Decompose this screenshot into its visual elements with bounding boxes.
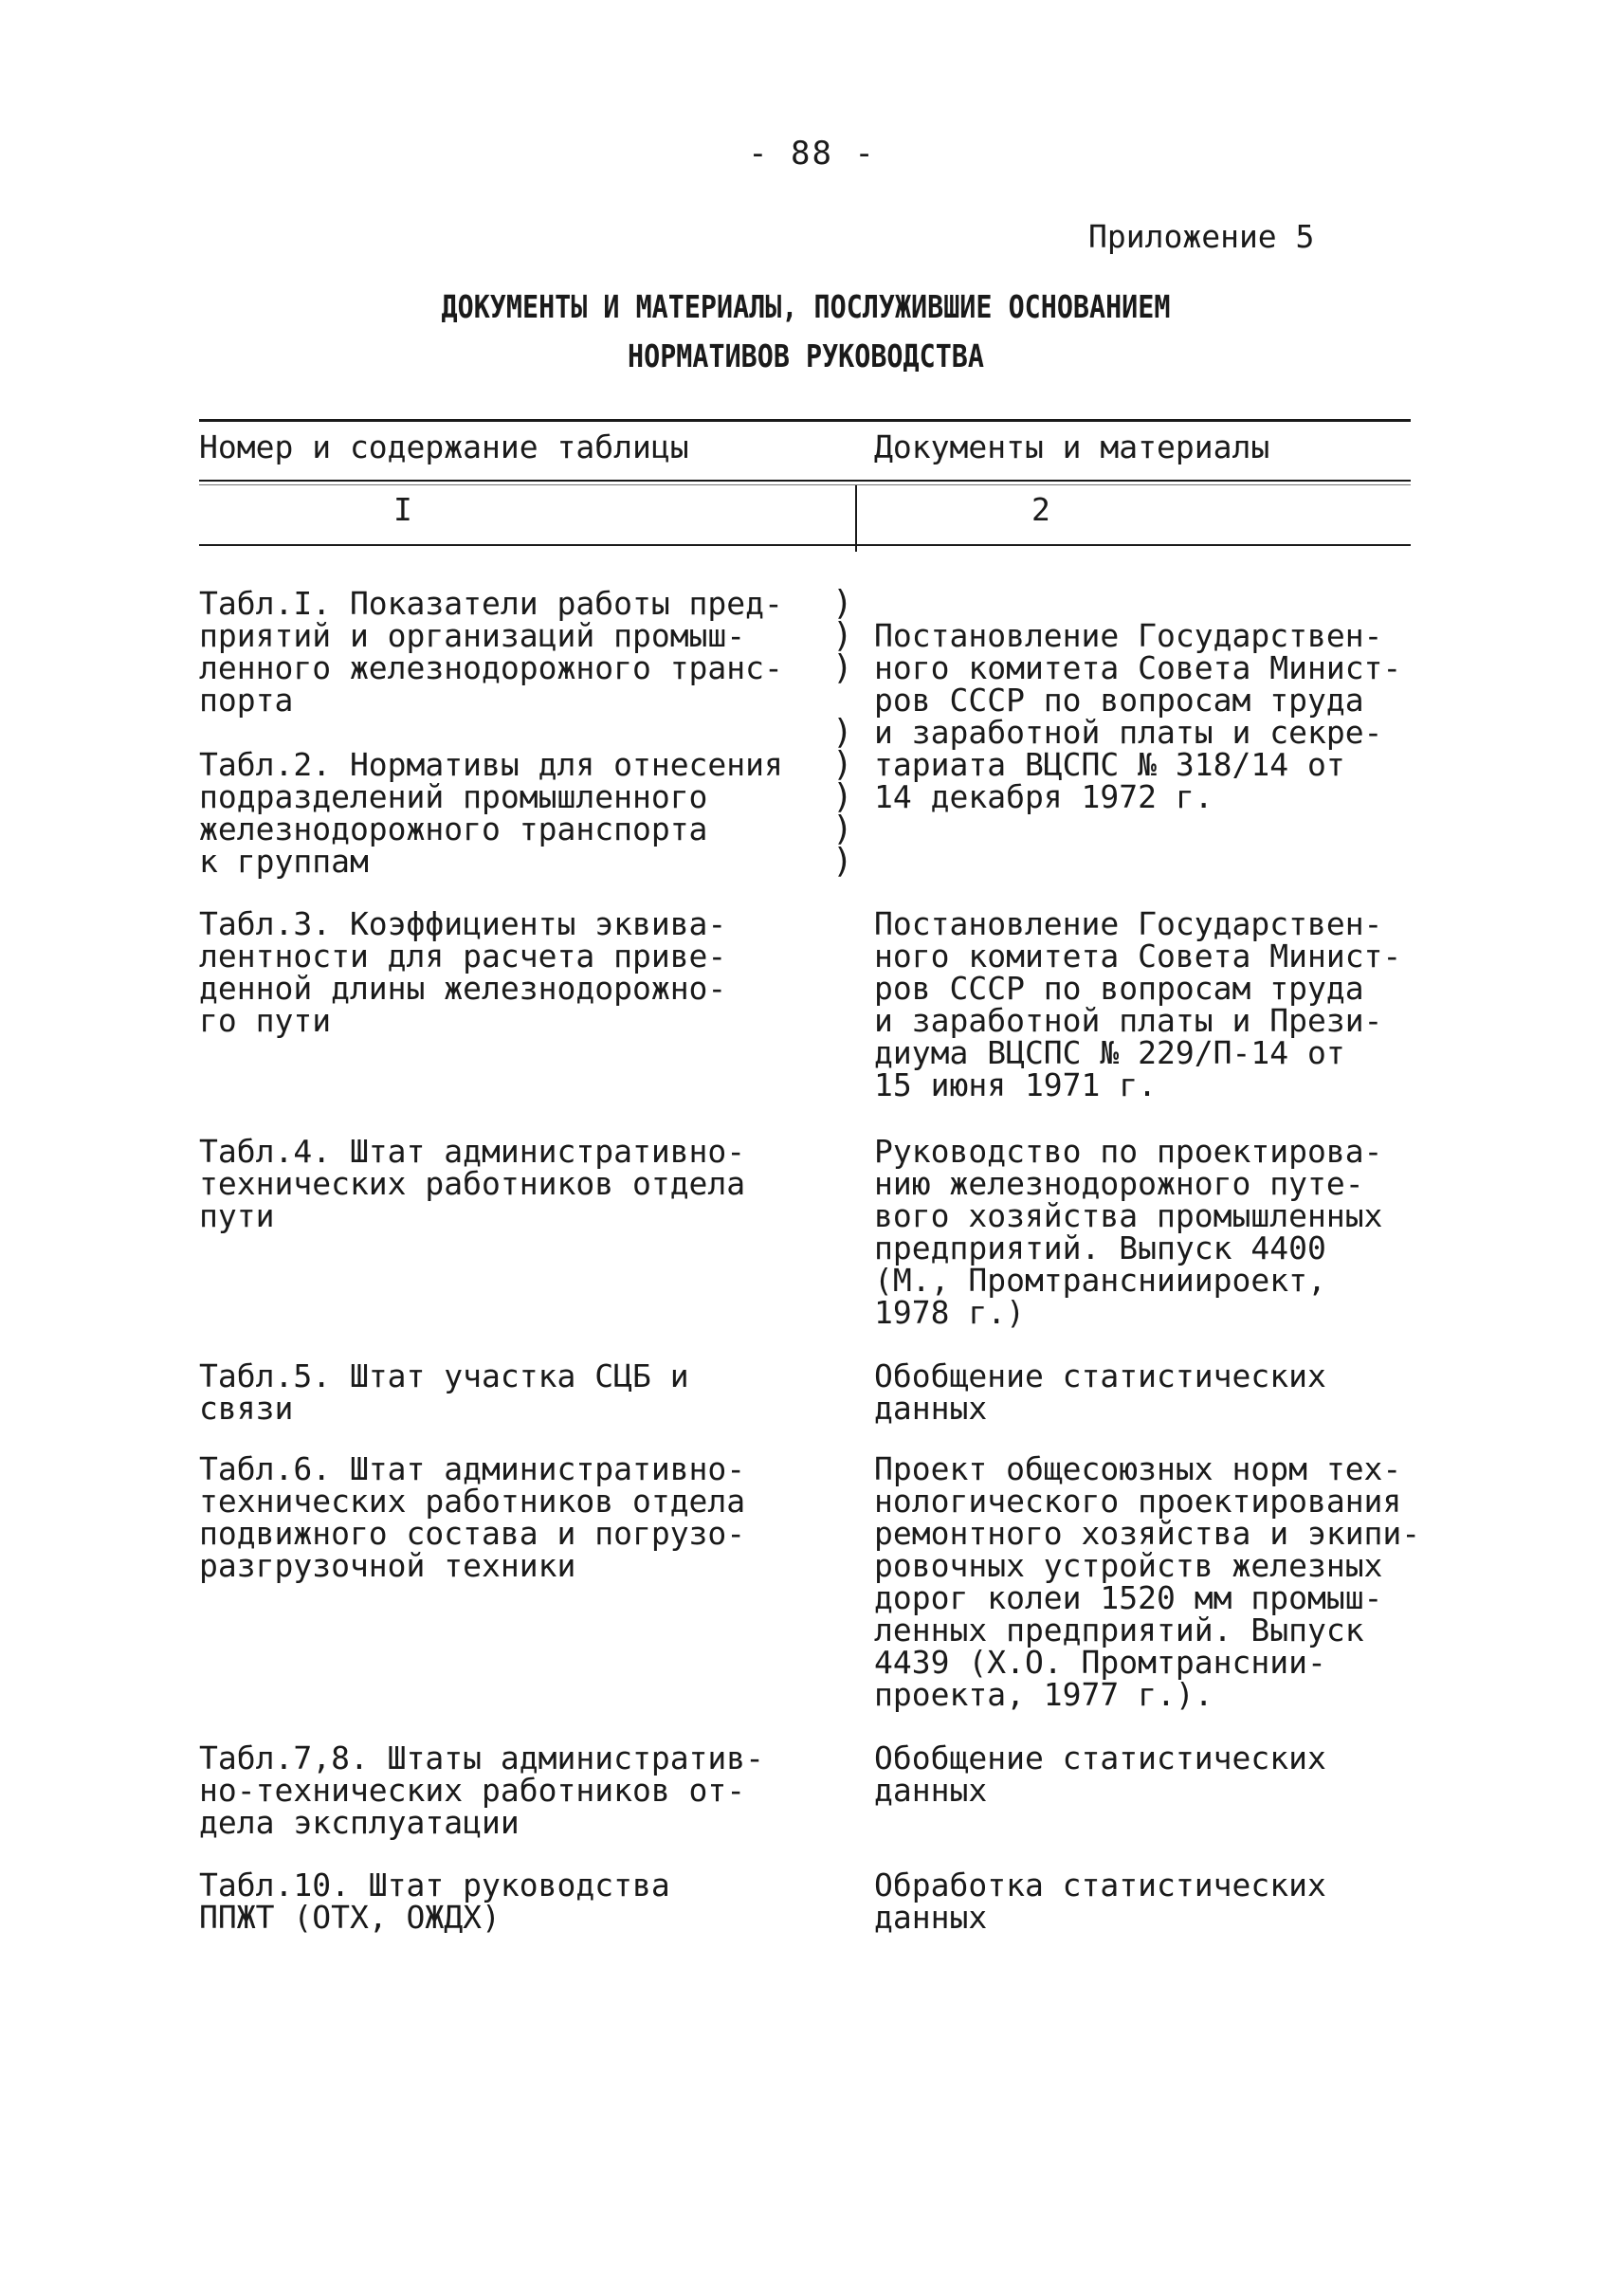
header-rule [199,480,1411,482]
table-cell-left: Табл.7,8. Штаты административ- но-технических работников от- дела эксплуатации [199,1739,765,1841]
page-number: - 88 - [748,135,876,173]
table-cell-right: Постановление Государствен- ного комитета Совета Минист- ров СССР по вопросам труда и заработной платы и Прези- диума ВЦСПС № 229/П-14 от 15 июня 1971 г. [874,905,1402,1103]
table-cell-left: Табл.4. Штат административно- технических работников отдела пути [199,1133,746,1234]
table-cell-left: Табл.3. Коэффициенты эквива- лентности для расчета приве- денной длины железнодорожно- го пути [199,905,727,1039]
table-cell-right: Постановление Государствен- ного комитета Совета Минист- ров СССР по вопросам труда и заработной платы и секре- тариата ВЦСПС № 318/14 от 14 декабря 1972 г. [874,617,1402,815]
table-cell-left: Табл.10. Штат руководства ППЖТ (ОТХ, ОЖДХ) [199,1867,670,1936]
table-header-col2: Документы и материалы [874,428,1270,465]
table-header-col1: Номер и содержание таблицы [199,428,689,465]
document-title [317,282,1295,381]
table-cell-right: Проект общесоюзных норм тех- нологического проектирования ремонтного хозяйства и экипи- ровочных устройств железных дорог колеи 1520 мм промыш- ленных предприятий. Выпуск 4439 (Х.О. Промтранснии- проекта, 1977 г.). [874,1450,1421,1713]
table-cell-right: Руководство по проектирова- нию железнодорожного путе- вого хозяйства промышленных предприятий. Выпуск 4400 (М., Промтранснииироект, 1978 г.) [874,1133,1383,1331]
table-cell-right: Обобщение статистических данных [874,1739,1326,1809]
title-line-1: ДОКУМЕНТЫ И МАТЕРИАЛЫ, ПОСЛУЖИВШИЕ ОСНОВАНИЕМ [441,288,1171,325]
appendix-label: Приложение 5 [1088,218,1315,255]
table-cell-left: Табл.I. Показатели работы пред- приятий и организаций промыш- ленного железнодорожного транс- порта Табл.2. Нормативы для отнесения подразделений промышленного железнодорожного транспорта к группам [199,585,783,880]
grouping-brace: ) ) ) ) ) ) ) ) [832,584,853,881]
table-cell-right: Обобщение статистических данных [874,1357,1326,1427]
header-rule-thin [199,484,1411,485]
column-number-rule [199,544,1411,546]
column-number-2: 2 [1031,491,1050,528]
table-cell-right: Обработка статистических данных [874,1867,1326,1936]
column-number-divider [855,485,857,552]
column-number-1: I [393,491,412,528]
title-line-2: НОРМАТИВОВ РУКОВОДСТВА [628,337,984,374]
table-cell-left: Табл.6. Штат административно- технических работников отдела подвижного состава и погрузо- разгрузочной техники [199,1450,746,1584]
table-cell-left: Табл.5. Штат участка СЦБ и связи [199,1357,689,1427]
table-top-rule [199,419,1411,422]
